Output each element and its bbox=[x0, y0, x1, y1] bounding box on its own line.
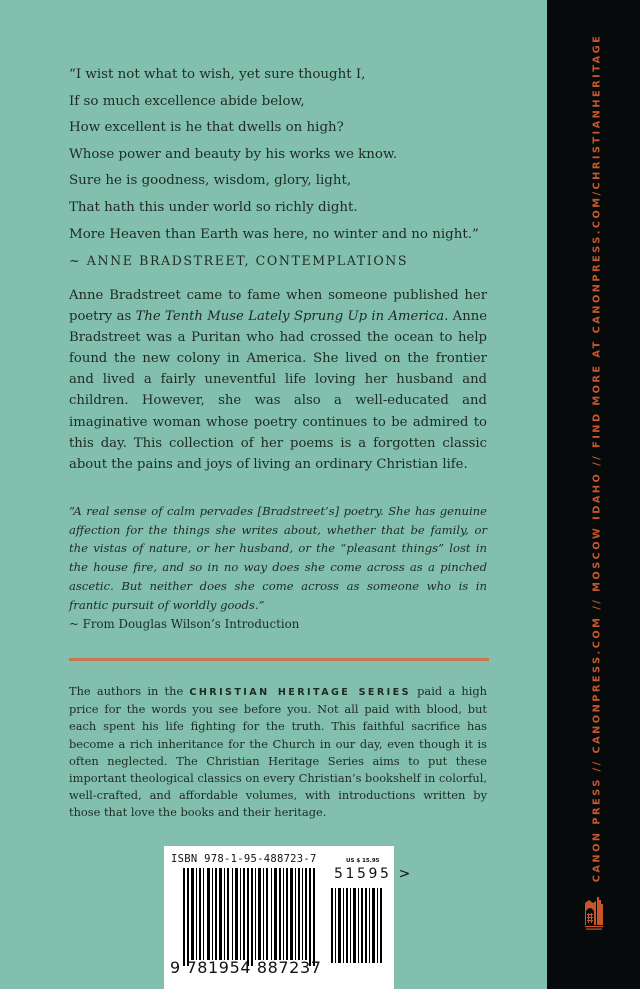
addon-barcode-bars-icon bbox=[331, 888, 383, 963]
poem-line: More Heaven than Earth was here, no winter and no night.” bbox=[69, 226, 479, 242]
review-quote: “A real sense of calm pervades [Bradstreet’s] poetry. She has genuine affection for the things she writes about, whether that be family, or the vistas of nature, or her husband, or the “pleasant things” lost in the house fire, and so in no way does she come across as a pinched ascetic. But neither does she come across as someone who is in frantic pursuit of worldly goods.” bbox=[69, 504, 487, 612]
price-code: 51595 > bbox=[334, 866, 413, 882]
book-description bbox=[69, 285, 487, 475]
isbn-label: ISBN 978-1-95-488723-7 bbox=[171, 853, 317, 865]
spine-text: CANON PRESS // CANONPRESS.COM // MOSCOW IDAHO // FIND MORE AT CANONPRESS.COM/CHRISTIANHERITAGE bbox=[591, 33, 603, 883]
ean-digits: 9 781954 887237 bbox=[170, 958, 322, 977]
divider-line bbox=[69, 658, 489, 661]
poem-line: Sure he is goodness, wisdom, glory, light, bbox=[69, 173, 352, 189]
poem-line: How excellent is he that dwells on high? bbox=[69, 120, 344, 136]
canon-press-logo-icon bbox=[583, 895, 607, 931]
isbn-barcode bbox=[164, 846, 413, 989]
poem-line: If so much excellence abide below, bbox=[69, 93, 305, 109]
series-name: CHRISTIAN HERITAGE SERIES bbox=[189, 687, 411, 698]
poem-line: Whose power and beauty by his works we know. bbox=[69, 146, 398, 162]
barcode-bars-icon bbox=[183, 868, 315, 960]
description-text: Anne Bradstreet came to fame when someone published her poetry as bbox=[69, 288, 487, 325]
poem-line: “I wist not what to wish, yet sure thought I, bbox=[69, 67, 366, 82]
series-text: paid a high price for the words you see before you. Not all paid with blood, but each spent his life fighting for the truth. This faithful sacrifice has become a rich inheritance for the Church in our day, even though it is often neglected. The Christian Heritage Series aims to put these important theological classics on every Christian’s bookshelf in colorful, well-crafted, and affordable volumes, with introductions written by those that love the books and their heritage. bbox=[69, 684, 488, 820]
series-blurb bbox=[69, 683, 487, 822]
poem-attribution: ~ ANNE BRADSTREET, CONTEMPLATIONS bbox=[69, 253, 409, 269]
description-text: . Anne Bradstreet was a Puritan who had crossed the ocean to help found the new colony in America. She lived on the frontier and lived a fairly uneventful life loving her husband and children. However, she was also a well-educated and imaginative woman whose poetry continues to be admired to this day. This collection of her poems is a forgotten classic about the pains and joys of living an ordinary Christian life. bbox=[69, 309, 487, 472]
review-attribution: ~ From Douglas Wilson’s Introduction bbox=[69, 617, 300, 631]
series-text: The authors in the bbox=[69, 684, 190, 698]
book-title-italic: The Tenth Muse Lately Sprung Up in America bbox=[135, 309, 445, 325]
poem-line: That hath this under world so richly dight. bbox=[69, 199, 358, 215]
price-label: US $ 15.95 bbox=[346, 858, 380, 864]
poem-quote bbox=[69, 62, 539, 275]
